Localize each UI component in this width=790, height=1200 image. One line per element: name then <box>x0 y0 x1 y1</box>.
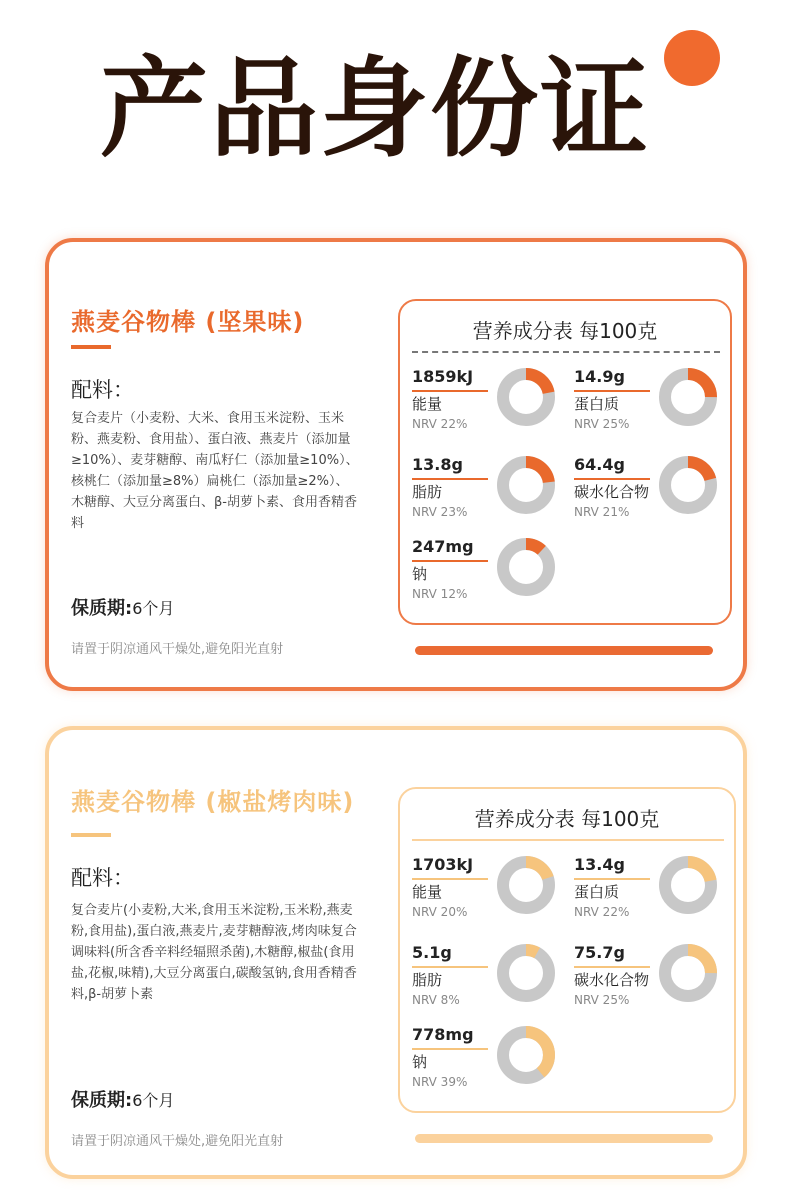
donut-chart-icon <box>658 943 718 1003</box>
title-underline <box>71 833 111 837</box>
nutrient-name: 能量 <box>412 883 443 901</box>
nutrient-nrv: NRV 21% <box>574 505 630 519</box>
nutrient-nrv: NRV 20% <box>412 905 468 919</box>
product-name: 燕麦谷物棒 (椒盐烤肉味) <box>71 788 355 816</box>
nutrient-item <box>412 943 567 1023</box>
shelf-life-label: 保质期: <box>71 1090 133 1111</box>
nutrient-name: 脂肪 <box>412 483 443 501</box>
nutrient-value: 1859kJ <box>412 367 474 386</box>
nutrition-title: 营养成分表 每100克 <box>474 807 660 831</box>
divider <box>412 839 724 841</box>
ingredients-label: 配料： <box>71 866 134 890</box>
divider <box>412 351 720 353</box>
nutrient-item <box>412 537 567 617</box>
nutrient-name: 钠 <box>412 565 428 583</box>
shelf-life-value: 6个月 <box>132 599 175 618</box>
nutrient-value: 778mg <box>412 1025 474 1044</box>
nutrient-nrv: NRV 22% <box>412 417 468 431</box>
donut-chart-icon <box>658 367 718 427</box>
nutrient-underline <box>412 390 488 392</box>
donut-track <box>503 950 549 996</box>
nutrient-name: 蛋白质 <box>574 883 620 901</box>
nutrient-underline <box>412 878 488 880</box>
donut-chart-icon <box>658 855 718 915</box>
nutrient-value: 14.9g <box>574 367 625 386</box>
nutrient-underline <box>574 478 650 480</box>
nutrient-nrv: NRV 12% <box>412 587 468 601</box>
nutrient-name: 脂肪 <box>412 971 443 989</box>
nutrient-underline <box>412 560 488 562</box>
header <box>0 0 790 215</box>
product-card-bbq <box>45 726 747 1179</box>
nutrient-name: 碳水化合物 <box>574 971 650 989</box>
donut-chart-icon <box>496 537 556 597</box>
nutrient-name: 钠 <box>412 1053 428 1071</box>
title-underline <box>71 345 111 349</box>
donut-chart-icon <box>496 455 556 515</box>
nutrient-item <box>574 943 729 1023</box>
nutrient-item <box>412 855 567 935</box>
nutrient-value: 13.8g <box>412 455 463 474</box>
nutrient-value: 64.4g <box>574 455 625 474</box>
nutrient-underline <box>412 478 488 480</box>
donut-chart-icon <box>496 943 556 1003</box>
nutrition-table <box>398 299 732 625</box>
donut-chart-icon <box>496 855 556 915</box>
nutrient-value: 13.4g <box>574 855 625 874</box>
nutrient-underline <box>574 390 650 392</box>
donut-chart-icon <box>496 1025 556 1085</box>
ingredients-text: 复合麦片(小麦粉,大米,食用玉米淀粉,玉米粉,燕麦粉,食用盐),蛋白液,燕麦片,麦芽糖醇液,烤肉味复合调味料(所含香辛料经辐照杀菌),木糖醇,椒盐(食用盐,花椒,味精),大豆分离蛋白,碳酸氢钠,食用香精香料,β-胡萝卜素 <box>71 903 357 1002</box>
nutrient-item <box>412 1025 567 1105</box>
decorative-bar <box>415 1134 713 1143</box>
nutrient-value: 247mg <box>412 537 474 556</box>
nutrient-nrv: NRV 8% <box>412 993 460 1007</box>
donut-chart-icon <box>658 455 718 515</box>
nutrient-item <box>574 855 729 935</box>
shelf-life-label: 保质期: <box>71 598 133 619</box>
nutrient-item <box>412 367 567 447</box>
nutrient-name: 碳水化合物 <box>574 483 650 501</box>
nutrient-name: 能量 <box>412 395 443 413</box>
product-name: 燕麦谷物棒 (坚果味) <box>71 308 305 336</box>
nutrient-underline <box>412 966 488 968</box>
donut-chart-icon <box>496 367 556 427</box>
nutrition-table <box>398 787 736 1113</box>
nutrient-value: 5.1g <box>412 943 452 962</box>
nutrient-name: 蛋白质 <box>574 395 620 413</box>
nutrient-nrv: NRV 39% <box>412 1075 468 1089</box>
nutrient-nrv: NRV 22% <box>574 905 630 919</box>
page-title: 产品身份证 <box>100 47 651 172</box>
storage-instructions: 请置于阴凉通风干燥处,避免阳光直射 <box>71 1134 284 1149</box>
nutrient-nrv: NRV 25% <box>574 417 630 431</box>
nutrient-nrv: NRV 25% <box>574 993 630 1007</box>
nutrient-nrv: NRV 23% <box>412 505 468 519</box>
decorative-bar <box>415 646 713 655</box>
nutrient-underline <box>574 878 650 880</box>
shelf-life-value: 6个月 <box>132 1091 175 1110</box>
nutrient-value: 1703kJ <box>412 855 474 874</box>
nutrient-item <box>574 455 729 535</box>
product-card-nut <box>45 238 747 691</box>
donut-track <box>503 544 549 590</box>
ingredients-text: 复合麦片（小麦粉、大米、食用玉米淀粉、玉米粉、燕麦粉、食用盐）、蛋白液、燕麦片（添加量≥10%）、麦芽糖醇、南瓜籽仁（添加量≥10%）、核桃仁（添加量≥8%）扁桃仁（添加量≥2%）、木糖醇、大豆分离蛋白、β-胡萝卜素、食用香精香料 <box>71 411 359 531</box>
shelf-life <box>71 1086 174 1112</box>
nutrient-underline <box>574 966 650 968</box>
nutrient-value: 75.7g <box>574 943 625 962</box>
storage-instructions: 请置于阴凉通风干燥处,避免阳光直射 <box>71 642 284 657</box>
shelf-life <box>71 594 174 620</box>
ingredients-label: 配料： <box>71 378 134 402</box>
nutrient-item <box>574 367 729 447</box>
nutrient-underline <box>412 1048 488 1050</box>
nutrition-title: 营养成分表 每100克 <box>472 319 658 343</box>
nutrient-item <box>412 455 567 535</box>
